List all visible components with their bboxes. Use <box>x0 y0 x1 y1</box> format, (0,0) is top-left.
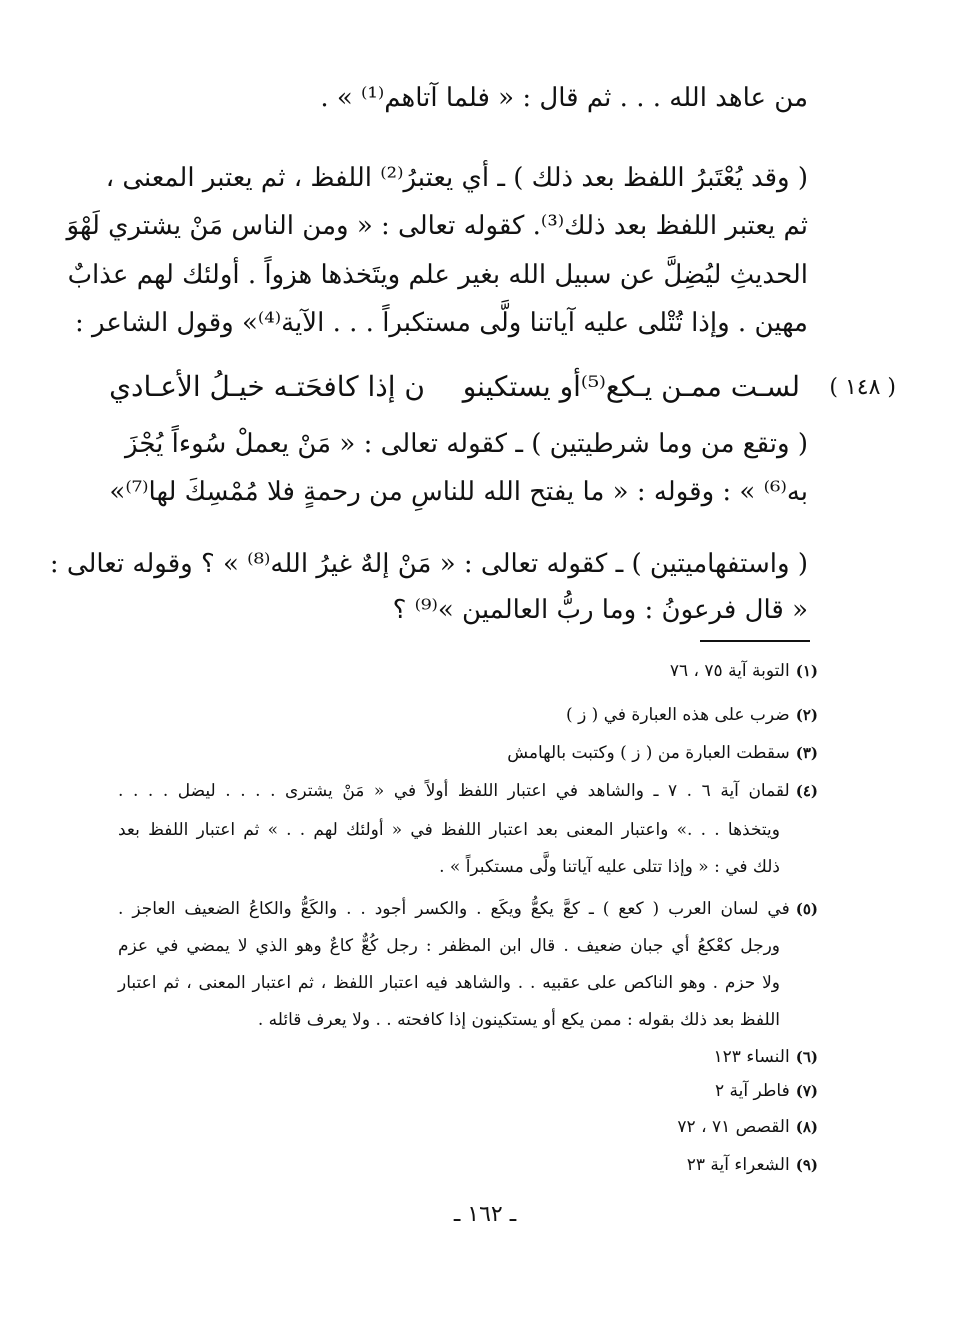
footnote-5-line-3: ولا حزم . وهو الناكص على عقبيه . . والشاهد فيه اعتبار اللفظ ، ثم اعتبار المعنى ، ثم اعتبار <box>118 973 780 993</box>
verse-second-hemistich: ن إذا كافحَتـه خيـلُ الأعـادي <box>109 370 425 403</box>
footnote-4-line-1 <box>118 776 818 806</box>
footnote-text: لقمان آية ٦ . ٧ ـ والشاهد في اعتبار اللفظ أولاً في « مَنْ يشترى . . . . ليضل . . . . <box>118 781 790 801</box>
footnote-5-line-4: اللفظ بعد ذلك بقوله : ممن يكع أو يستكينون إذا كافحته . . ولا يعرف قائله . <box>257 1010 780 1030</box>
footnote-number: (٣) <box>795 744 818 762</box>
body-line-3: ثم يعتبر اللفظ بعد ذلك⁽³⁾. كقوله تعالى : « ومن الناس مَنْ يشتري لَهْوَ <box>66 211 808 241</box>
body-line-8: ( واستفهاميتين ) ـ كقوله تعالى : « مَنْ إلهٌ غيرُ الله⁽⁸⁾ » ؟ وقوله تعالى : <box>49 549 808 579</box>
body-line-1: من عاهد الله . . . ثم قال : « فلما آتاهم⁽¹⁾ » . <box>320 83 808 113</box>
footnote-7 <box>715 1076 818 1106</box>
footnote-9 <box>687 1150 818 1180</box>
footnote-2 <box>566 700 818 730</box>
body-line-6: ( وتقع من وما شرطيتين ) ـ كقوله تعالى : « مَنْ يعملْ سُوءاً يُجْزَ <box>125 429 808 459</box>
body-line-7: به⁽⁶⁾ » : وقوله : « ما يفتح الله للناسِ من رحمةٍ فلا مُمْسِكَ لها⁽⁷⁾» <box>109 477 808 507</box>
footnote-number: (٩) <box>795 1156 818 1174</box>
footnote-text: التوبة آية ٧٥ ، ٧٦ <box>669 661 790 681</box>
footnote-8 <box>677 1112 818 1142</box>
footnote-5-line-1 <box>118 894 818 924</box>
footnote-4-line-2: ويتخذها . . .» واعتبار المعنى بعد اعتبار اللفظ في « أولئك لهم . . » ثم اعتبار اللفظ بعد <box>118 820 780 840</box>
footnote-text: الشعراء آية ٢٣ <box>686 1155 790 1175</box>
footnote-number: (٢) <box>795 706 818 724</box>
footnote-6 <box>714 1042 818 1072</box>
footnote-text: القصص ٧١ ، ٧٢ <box>677 1117 790 1137</box>
body-line-2: ( وقد يُعْتَبرُ اللفظ بعد ذلك ) ـ أي يعتبرُ⁽²⁾ اللفظ ، ثم يعتبر المعنى ، <box>105 163 808 193</box>
footnote-text: ضرب على هذه العبارة في ( ز ) <box>566 705 790 725</box>
footnote-separator <box>700 640 810 642</box>
footnote-number: (٥) <box>795 900 818 918</box>
footnote-5-line-2: ورجل كعْكعُ أي جبان ضعيف . قال ابن المظفر : رجل كُعٌّ كاعٌ وهو الذي لا يمضي في عزم <box>118 936 780 956</box>
footnote-number: (٧) <box>795 1082 818 1100</box>
footnote-text: فاطر آية ٢ <box>714 1081 790 1101</box>
footnote-number: (٨) <box>795 1118 818 1136</box>
footnote-number: (٤) <box>795 782 818 800</box>
footnote-text: في لسان العرب ( كعع ) ـ كعَّ يكعُّ ويكَع . والكسر أجود . . والكَعُّ والكاعُ الضعيف العاجز . <box>118 899 790 919</box>
body-line-4: الحديثِ ليُضِلَّ عن سبيل الله بغير علم ويتَخذها هزواً . أولئك لهم عذابٌ <box>67 260 808 290</box>
footnote-1 <box>670 656 818 686</box>
footnote-text: سقطت العبارة من ( ز ) وكتبت بالهامش <box>507 743 790 763</box>
footnote-text: النساء ١٢٣ <box>713 1047 790 1067</box>
verse-number: ( ١٤٨ ) <box>829 375 896 400</box>
footnote-number: (٦) <box>795 1048 818 1066</box>
body-line-9: « قال فرعونُ : وما ربُّ العالمين »⁽⁹⁾ ؟ <box>392 595 808 625</box>
verse-first-hemistich: لسـت ممـن يـكع⁽⁵⁾أو يستكينو <box>462 370 800 403</box>
page-number: ـ ١٦٢ ـ <box>453 1202 517 1227</box>
footnote-number: (١) <box>795 662 818 680</box>
body-line-5: مهين . وإذا تُتْلى عليه آياتنا ولَّى مستكبراً . . . الآية⁽⁴⁾» وقول الشاعر : <box>75 308 808 338</box>
footnote-4-line-3: ذلك في : « وإذا تتلى عليه آياتنا ولَّى مستكبراً » . <box>439 857 780 877</box>
footnote-3 <box>507 738 818 768</box>
